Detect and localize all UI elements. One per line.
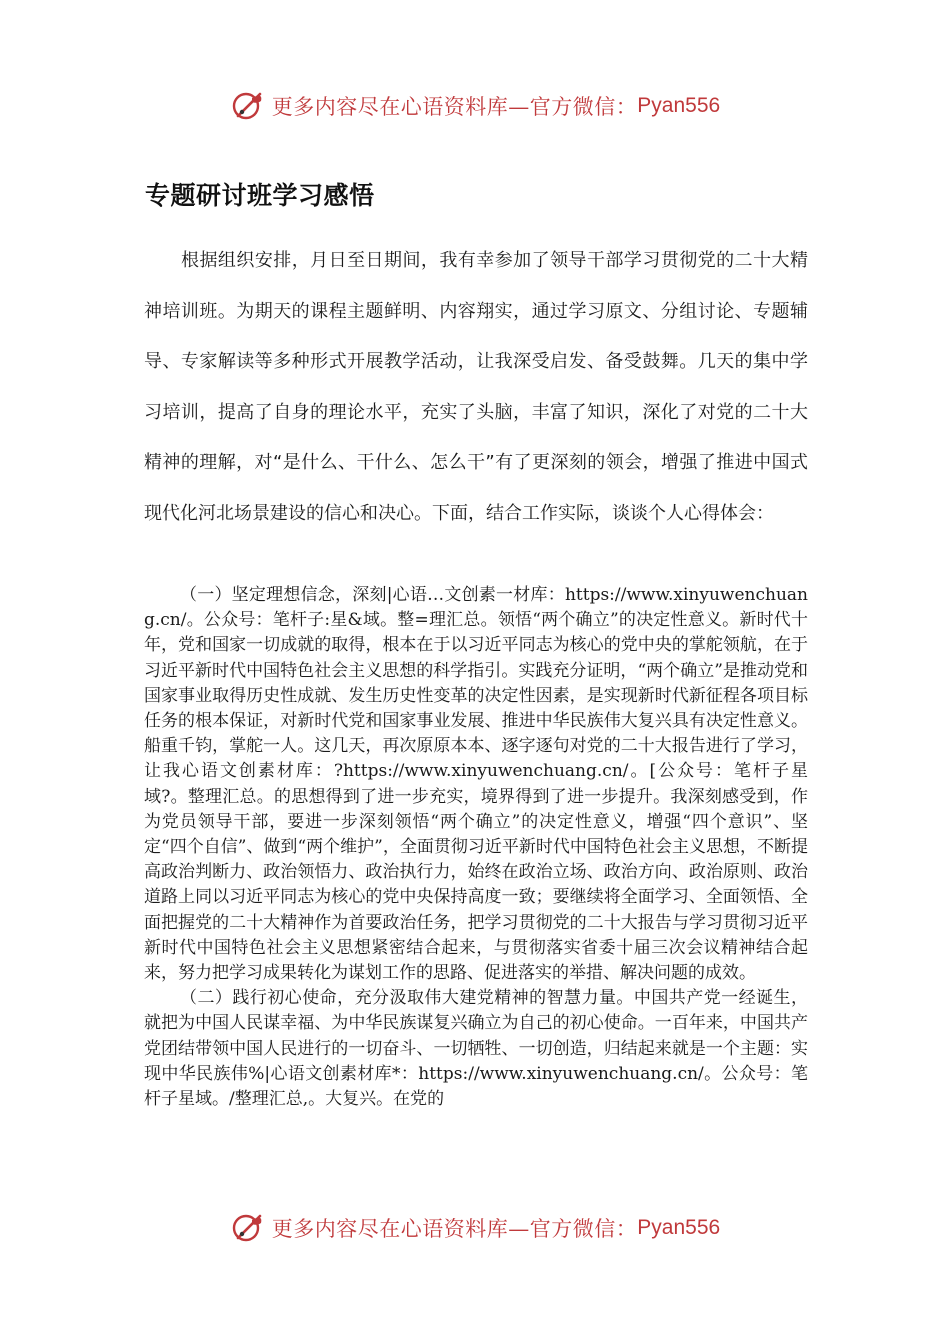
banner-text: 更多内容尽在心语资料库—官方微信： [271, 95, 638, 119]
section-paragraph-1: （一）坚定理想信念，深刻|心语…文创素一材库：https://www.xinyuwenchuang.cn/。公众号：笔杆子:星&域。整=理汇总。领悟“两个确立”的决定性意义。新时代十年，党和国家一切成就的取得，根本在于以习近平同志为核心的党中央的掌舵领航，在于习近平新时代中国特色社会主义思想的科学指引。实践充分证明，“两个确立”是推动党和国家事业取得历史性成就、发生历史性变革的决定性因素，是实现新时代新征程各项目标任务的根本保证，对新时代党和国家事业发展、推进中华民族伟大复兴具有决定性意义。船重千钧，掌舵一人。这几天，再次原原本本、逐字逐句对党的二十大报告进行了学习，让我心语文创素材库：?https://www.xinyuwenchuang.cn/。[公众号：笔杆子星域?。整理汇总。的思想得到了进一步充实，境界得到了进一步提升。我深刻感受到，作为党员领导干部，要进一步深刻领悟“两个确立”的决定性意义，增强“四个意识”、坚定“四个自信”、做到“两个维护”，全面贯彻习近平新时代中国特色社会主义思想，不断提高政治判断力、政治领悟力、政治执行力，始终在政治立场、政治方向、政治原则、政治道路上同以习近平同志为核心的党中央保持高度一致；要继续将全面学习、全面领悟、全面把握党的二十大精神作为首要政治任务，把学习贯彻党的二十大报告与学习贯彻习近平新时代中国特色社会主义思想紧密结合起来，与贯彻落实省委十届三次会议精神结合起来，努力把学习成果转化为谋划工作的思路、促进落实的举措、解决问题的成效。 [144, 585, 808, 984]
quill-logo-icon [230, 1210, 266, 1246]
footer-banner [0, 1206, 950, 1250]
quill-logo-icon [230, 88, 266, 124]
banner-wechat-id: Pyan556 [637, 94, 721, 117]
banner-wechat-id: Pyan556 [637, 1216, 721, 1239]
header-banner [0, 84, 950, 128]
intro-section [144, 236, 808, 539]
body-section [144, 583, 808, 1112]
banner-text: 更多内容尽在心语资料库—官方微信： [271, 1217, 638, 1241]
intro-paragraph: 根据组织安排，月日至日期间，我有幸参加了领导干部学习贯彻党的二十大精神培训班。为期天的课程主题鲜明、内容翔实，通过学习原文、分组讨论、专题辅导、专家解读等多种形式开展教学活动，让我深受启发、备受鼓舞。几天的集中学习培训，提高了自身的理论水平，充实了头脑，丰富了知识，深化了对党的二十大精神的理解，对“是什么、干什么、怎么干”有了更深刻的领会，增强了推进中国式现代化河北场景建设的信心和决心。下面，结合工作实际，谈谈个人心得体会： [144, 250, 808, 524]
section-paragraph-2: （二）践行初心使命，充分汲取伟大建党精神的智慧力量。中国共产党一经诞生，就把为中国人民谋幸福、为中华民族谋复兴确立为自己的初心使命。一百年来，中国共产党团结带领中国人民进行的一切奋斗、一切牺牲、一切创造，归结起来就是一个主题：实现中华民族伟%|心语文创素材库*：https://www.xinyuwenchuang.cn/。公众号：笔杆子星域。/整理汇总,。大复兴。在党的 [144, 988, 808, 1110]
document-title: 专题研讨班学习感悟 [145, 181, 375, 210]
